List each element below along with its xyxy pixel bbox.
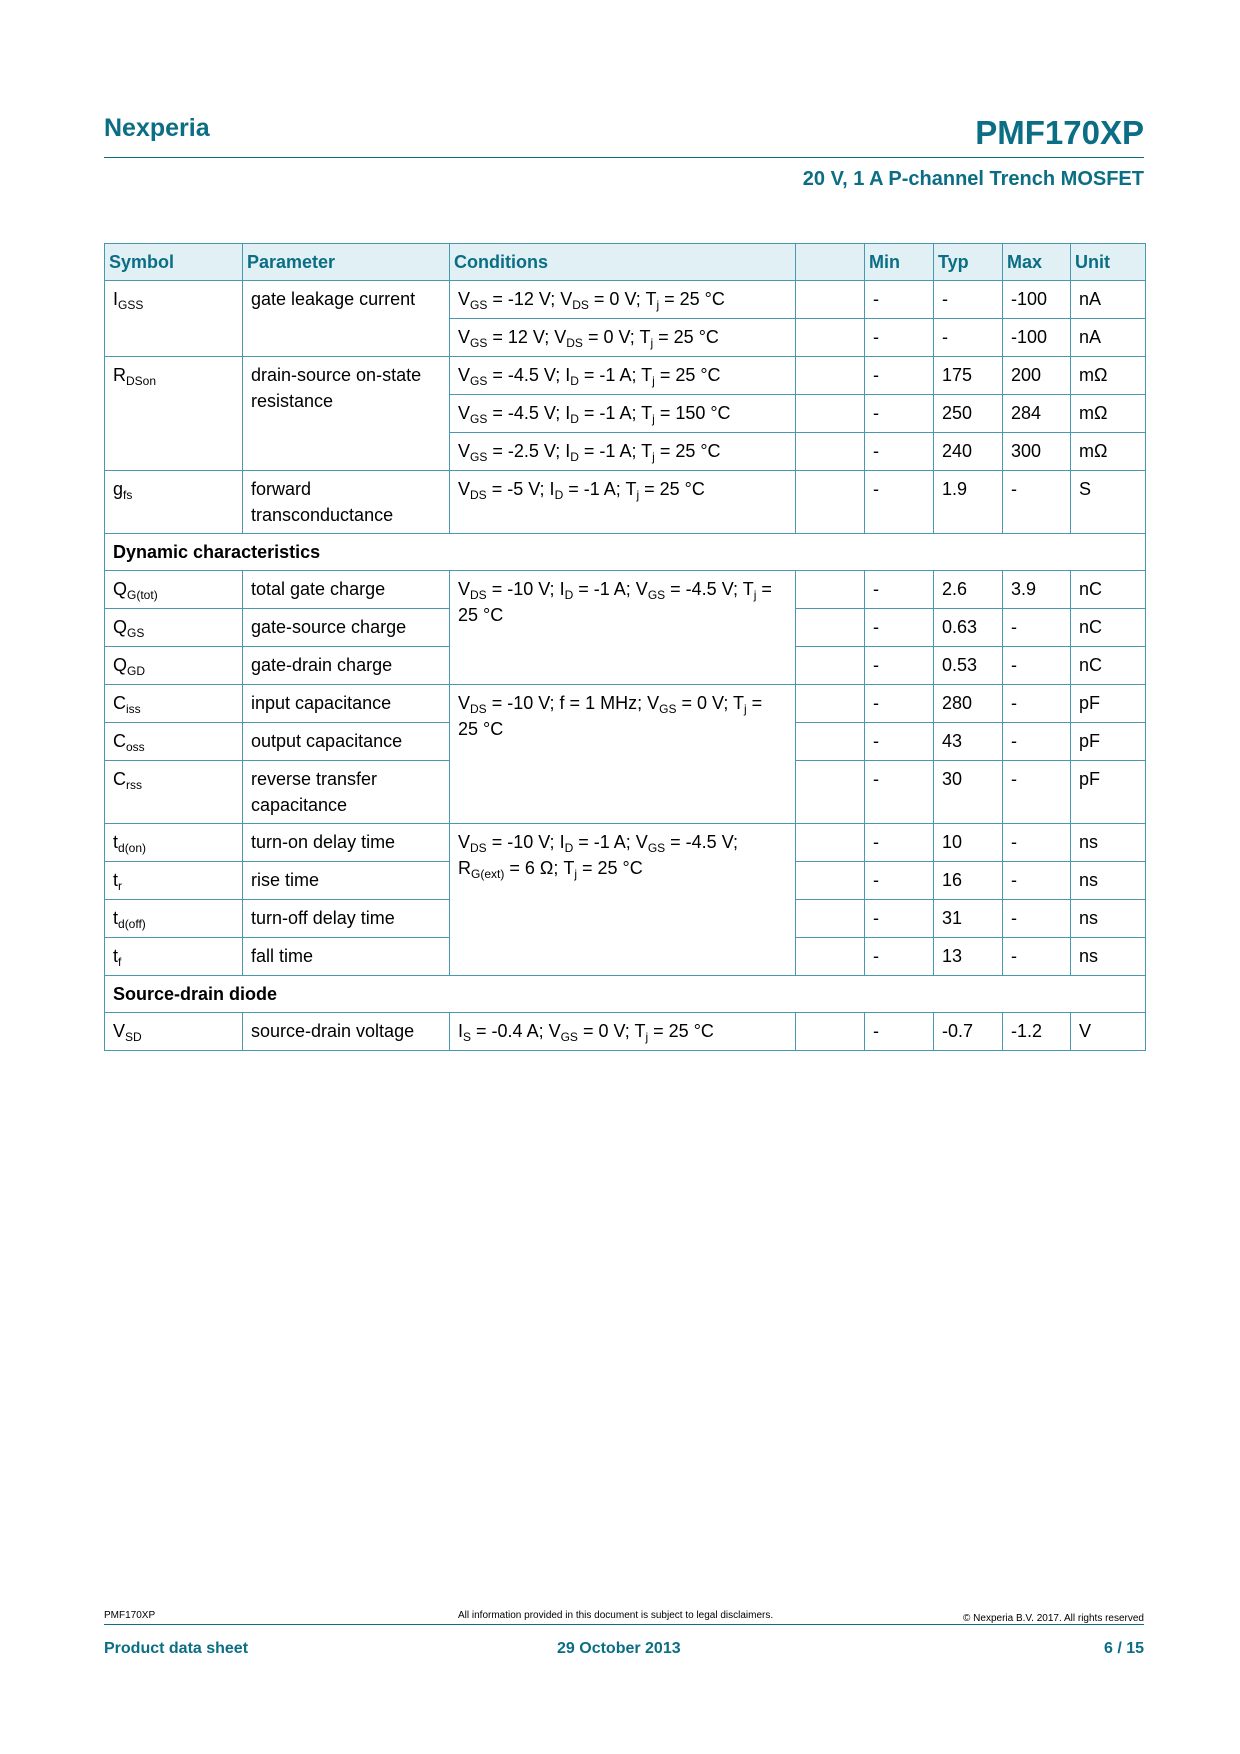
max-cell: - — [1003, 862, 1071, 900]
parameter-cell: gate-source charge — [243, 609, 450, 647]
max-cell: - — [1003, 824, 1071, 862]
footer-doc-type: Product data sheet — [104, 1640, 249, 1657]
parameter-cell: drain-source on-state resistance — [243, 357, 450, 471]
unit-cell: nC — [1071, 571, 1146, 609]
parameter-cell: turn-on delay time — [243, 824, 450, 862]
col-header: Max — [1003, 244, 1071, 281]
unit-cell: nA — [1071, 319, 1146, 357]
conditions-cell: $V_{DS} = -10$ V; $I_D = -1$ A; $V_{GS} = -4.5$ V; $T_j = 25$ °C — [450, 571, 796, 685]
symbol-cell: $Q_{GD}$ — [105, 647, 243, 685]
min-cell: - — [865, 571, 934, 609]
symbol-cell: $Q_{GS}$ — [105, 609, 243, 647]
empty-cell — [796, 647, 865, 685]
symbol-cell: $R_{DSon}$ — [105, 357, 243, 471]
empty-cell — [796, 319, 865, 357]
unit-cell: V — [1071, 1013, 1146, 1051]
symbol-cell: $C_{oss}$ — [105, 723, 243, 761]
typ-cell: 16 — [934, 862, 1003, 900]
symbol-cell: $g_{fs}$ — [105, 471, 243, 534]
typ-cell: 10 — [934, 824, 1003, 862]
unit-cell: S — [1071, 471, 1146, 534]
max-cell: - — [1003, 938, 1071, 976]
col-header: Parameter — [243, 244, 450, 281]
unit-cell: nC — [1071, 609, 1146, 647]
typ-cell: 280 — [934, 685, 1003, 723]
typ-cell: 250 — [934, 395, 1003, 433]
min-cell: - — [865, 900, 934, 938]
section-row — [105, 534, 1146, 571]
min-cell: - — [865, 723, 934, 761]
parameter-cell: forward transconductance — [243, 471, 450, 534]
max-cell: - — [1003, 685, 1071, 723]
empty-cell — [796, 824, 865, 862]
symbol-cell: $C_{rss}$ — [105, 761, 243, 824]
empty-cell — [796, 571, 865, 609]
max-cell: 3.9 — [1003, 571, 1071, 609]
conditions-cell: $V_{GS} = -2.5$ V; $I_D = -1$ A; $T_j = 25$ °C — [450, 433, 796, 471]
empty-cell — [796, 281, 865, 319]
unit-cell: ns — [1071, 900, 1146, 938]
max-cell: 200 — [1003, 357, 1071, 395]
table-row — [105, 685, 1146, 723]
typ-cell: -0.7 — [934, 1013, 1003, 1051]
symbol-cell: $C_{iss}$ — [105, 685, 243, 723]
typ-cell: 0.53 — [934, 647, 1003, 685]
max-cell: - — [1003, 647, 1071, 685]
table-row — [105, 571, 1146, 609]
min-cell: - — [865, 357, 934, 395]
min-cell: - — [865, 761, 934, 824]
symbol-cell: $t_{d(on)}$ — [105, 824, 243, 862]
parameter-cell: output capacitance — [243, 723, 450, 761]
parameter-cell: input capacitance — [243, 685, 450, 723]
parameter-cell: gate leakage current — [243, 281, 450, 357]
max-cell: 284 — [1003, 395, 1071, 433]
unit-cell: mΩ — [1071, 395, 1146, 433]
col-header: Unit — [1071, 244, 1146, 281]
parameter-cell: reverse transfer capacitance — [243, 761, 450, 824]
document-subtitle: 20 V, 1 A P-channel Trench MOSFET — [802, 168, 1144, 190]
parameter-cell: turn-off delay time — [243, 900, 450, 938]
unit-cell: pF — [1071, 685, 1146, 723]
symbol-cell: $V_{SD}$ — [105, 1013, 243, 1051]
unit-cell: ns — [1071, 824, 1146, 862]
conditions-cell: $V_{DS} = -10$ V; $I_D = -1$ A; $V_{GS} = -4.5$ V; $R_{G(ext)} = 6$ Ω; $T_j = 25$ °C — [450, 824, 796, 976]
empty-cell — [796, 395, 865, 433]
max-cell: -1.2 — [1003, 1013, 1071, 1051]
min-cell: - — [865, 395, 934, 433]
part-number: PMF170XP — [975, 114, 1144, 151]
header-rule — [104, 157, 1144, 158]
conditions-cell: $I_S = -0.4$ A; $V_{GS} = 0$ V; $T_j = 25$ °C — [450, 1013, 796, 1051]
empty-cell — [796, 862, 865, 900]
max-cell: -100 — [1003, 281, 1071, 319]
unit-cell: ns — [1071, 938, 1146, 976]
min-cell: - — [865, 862, 934, 900]
table-row — [105, 357, 1146, 395]
unit-cell: pF — [1071, 761, 1146, 824]
symbol-cell: $I_{GSS}$ — [105, 281, 243, 357]
conditions-cell: $V_{GS} = -4.5$ V; $I_D = -1$ A; $T_j = 25$ °C — [450, 357, 796, 395]
unit-cell: ns — [1071, 862, 1146, 900]
table-row — [105, 824, 1146, 862]
typ-cell: 240 — [934, 433, 1003, 471]
min-cell: - — [865, 609, 934, 647]
typ-cell: 31 — [934, 900, 1003, 938]
min-cell: - — [865, 319, 934, 357]
typ-cell: 30 — [934, 761, 1003, 824]
unit-cell: mΩ — [1071, 357, 1146, 395]
max-cell: - — [1003, 723, 1071, 761]
conditions-cell: $V_{DS} = -5$ V; $I_D = -1$ A; $T_j = 25$ °C — [450, 471, 796, 534]
col-header: Typ — [934, 244, 1003, 281]
footer-doc-id: PMF170XP — [104, 1610, 156, 1621]
parameter-cell: fall time — [243, 938, 450, 976]
footer-page-number: 6 / 15 — [1103, 1640, 1144, 1657]
col-header — [796, 244, 865, 281]
conditions-cell: $V_{GS} = 12$ V; $V_{DS} = 0$ V; $T_j = 25$ °C — [450, 319, 796, 357]
typ-cell: 13 — [934, 938, 1003, 976]
conditions-cell: $V_{GS} = -12$ V; $V_{DS} = 0$ V; $T_j = 25$ °C — [450, 281, 796, 319]
min-cell: - — [865, 433, 934, 471]
empty-cell — [796, 609, 865, 647]
parameter-cell: gate-drain charge — [243, 647, 450, 685]
table-header-row — [105, 244, 1146, 281]
max-cell: -100 — [1003, 319, 1071, 357]
max-cell: - — [1003, 900, 1071, 938]
max-cell: - — [1003, 471, 1071, 534]
table-row — [105, 1013, 1146, 1051]
min-cell: - — [865, 824, 934, 862]
typ-cell: 0.63 — [934, 609, 1003, 647]
typ-cell: 43 — [934, 723, 1003, 761]
unit-cell: pF — [1071, 723, 1146, 761]
section-row — [105, 976, 1146, 1013]
typ-cell: 175 — [934, 357, 1003, 395]
footer-copyright: © Nexperia B.V. 2017. All rights reserved — [963, 1613, 1144, 1624]
typ-cell: - — [934, 281, 1003, 319]
empty-cell — [796, 685, 865, 723]
footer-date: 29 October 2013 — [557, 1640, 681, 1657]
min-cell: - — [865, 281, 934, 319]
empty-cell — [796, 938, 865, 976]
min-cell: - — [865, 471, 934, 534]
empty-cell — [796, 723, 865, 761]
min-cell: - — [865, 938, 934, 976]
empty-cell — [796, 761, 865, 824]
empty-cell — [796, 357, 865, 395]
parameter-cell: rise time — [243, 862, 450, 900]
conditions-cell: $V_{DS} = -10$ V; f = 1 MHz; $V_{GS} = 0$ V; $T_j = 25$ °C — [450, 685, 796, 824]
unit-cell: nA — [1071, 281, 1146, 319]
col-header: Conditions — [450, 244, 796, 281]
typ-cell: 2.6 — [934, 571, 1003, 609]
table-row — [105, 281, 1146, 319]
unit-cell: nC — [1071, 647, 1146, 685]
min-cell: - — [865, 1013, 934, 1051]
col-header: Min — [865, 244, 934, 281]
brand-name: Nexperia — [104, 114, 210, 142]
section-heading-dynamic: Dynamic characteristics — [105, 534, 1146, 571]
empty-cell — [796, 471, 865, 534]
max-cell: - — [1003, 761, 1071, 824]
symbol-cell: $t_f$ — [105, 938, 243, 976]
typ-cell: - — [934, 319, 1003, 357]
parameter-cell: source-drain voltage — [243, 1013, 450, 1051]
symbol-cell: $Q_{G(tot)}$ — [105, 571, 243, 609]
characteristics-table — [104, 243, 1146, 1051]
conditions-cell: $V_{GS} = -4.5$ V; $I_D = -1$ A; $T_j = 150$ °C — [450, 395, 796, 433]
empty-cell — [796, 1013, 865, 1051]
parameter-cell: total gate charge — [243, 571, 450, 609]
unit-cell: mΩ — [1071, 433, 1146, 471]
max-cell: - — [1003, 609, 1071, 647]
symbol-cell: $t_{d(off)}$ — [105, 900, 243, 938]
footer-rule — [104, 1624, 1144, 1625]
table-row — [105, 471, 1146, 534]
symbol-cell: $t_r$ — [105, 862, 243, 900]
footer-disclaimer: All information provided in this document is subject to legal disclaimers. — [458, 1610, 774, 1621]
typ-cell: 1.9 — [934, 471, 1003, 534]
col-header: Symbol — [105, 244, 243, 281]
max-cell: 300 — [1003, 433, 1071, 471]
section-heading-diode: Source-drain diode — [105, 976, 1146, 1013]
empty-cell — [796, 900, 865, 938]
min-cell: - — [865, 647, 934, 685]
min-cell: - — [865, 685, 934, 723]
empty-cell — [796, 433, 865, 471]
